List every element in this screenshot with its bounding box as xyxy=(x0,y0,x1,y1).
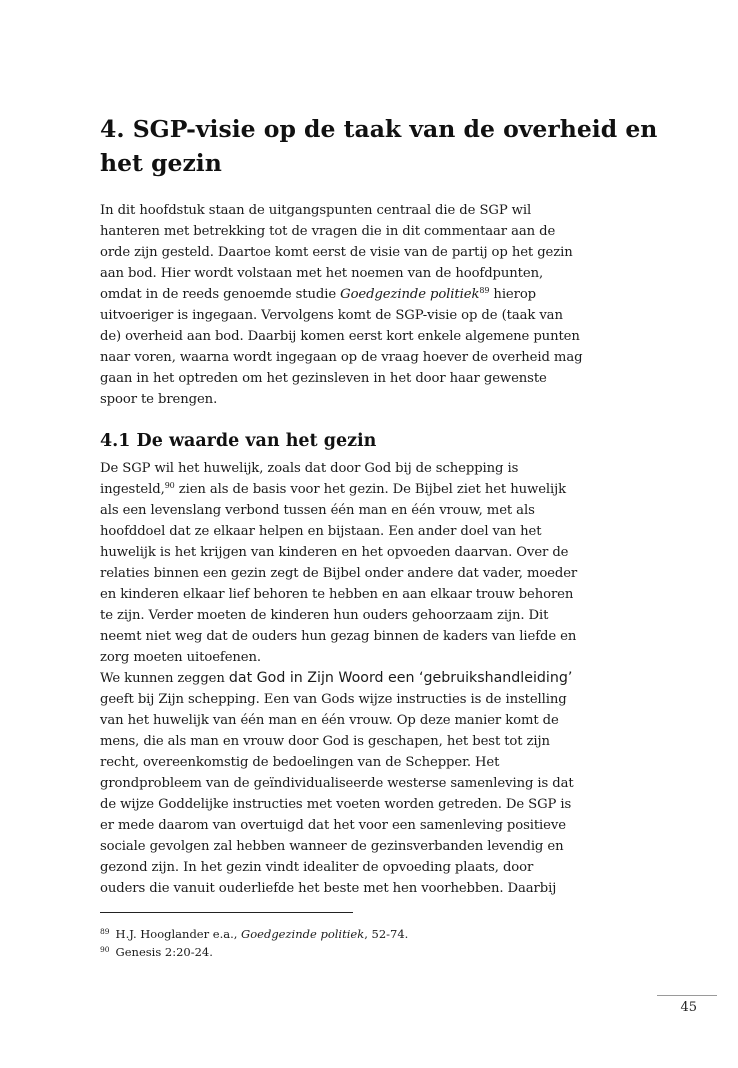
footnote-text: , 52-74. xyxy=(364,927,409,941)
text-run: We kunnen zeggen xyxy=(100,671,229,686)
text-line: huwelijk is het krijgen van kinderen en het opvoeden daarvan. Over de xyxy=(100,545,569,560)
text-line: zorg moeten uitoefenen. xyxy=(100,650,261,665)
footnote-ref[interactable]: 89 xyxy=(479,286,490,295)
text-line: naar voren, waarna wordt ingegaan op de vraag hoever de overheid mag xyxy=(100,350,583,365)
chapter-title: 4. SGP-visie op de taak van de overheid en het gezin xyxy=(100,115,658,177)
text-run: hierop xyxy=(489,287,537,302)
footnote xyxy=(100,926,408,942)
footnote xyxy=(100,944,213,960)
text-line: hoofddoel dat ze elkaar helpen en bijstaan. Een ander doel van het xyxy=(100,524,542,539)
text-line: neemt niet weg dat de ouders hun gezag binnen de kaders van liefde en xyxy=(100,629,577,644)
footnote-number: 90 xyxy=(100,945,110,954)
text-line: orde zijn gesteld. Daartoe komt eerst de visie van de partij op het gezin xyxy=(100,245,573,260)
text-line: relaties binnen een gezin zegt de Bijbel onder andere dat vader, moeder xyxy=(100,566,578,581)
text-line xyxy=(100,668,572,689)
text-line: te zijn. Verder moeten de kinderen hun ouders gehoorzaam zijn. Dit xyxy=(100,608,549,623)
text-line: er mede daarom van overtuigd dat het voor een samenleving positieve xyxy=(100,818,566,833)
text-line: hanteren met betrekking tot de vragen die in dit commentaar aan de xyxy=(100,224,556,239)
text-line xyxy=(100,284,536,305)
text-line: en kinderen elkaar lief behoren te hebben en aan elkaar trouw behoren xyxy=(100,587,574,602)
footnote-number: 89 xyxy=(100,927,110,936)
text-line: van het huwelijk van één man en één vrouw. Op deze manier komt de xyxy=(100,713,559,728)
text-run: omdat in de reeds genoemde studie xyxy=(100,287,341,302)
text-line: de wijze Goddelijke instructies met voeten worden getreden. De SGP is xyxy=(100,797,572,812)
text-line: gaan in het optreden om het gezinsleven in het door haar gewenste xyxy=(100,371,547,386)
text-line xyxy=(100,479,566,500)
text-line: De SGP wil het huwelijk, zoals dat door God bij de schepping is xyxy=(100,461,519,476)
section-heading: 4.1 De waarde van het gezin xyxy=(100,431,377,451)
footnote-text: H.J. Hooglander e.a., xyxy=(115,927,242,941)
text-run: ingesteld, xyxy=(100,482,165,497)
text-line: gezond zijn. In het gezin vindt idealiter de opvoeding plaats, door xyxy=(100,860,534,875)
text-line: grondprobleem van de geïndividualiseerde westerse samenleving is dat xyxy=(100,776,574,791)
text-line: aan bod. Hier wordt volstaan met het noemen van de hoofdpunten, xyxy=(100,266,544,281)
text-line: mens, die als man en vrouw door God is geschapen, het best tot zijn xyxy=(100,734,550,749)
page-number-rule xyxy=(657,995,717,996)
text-line: uitvoeriger is ingegaan. Vervolgens komt de SGP-visie op de (taak van xyxy=(100,308,563,323)
text-line: ouders die vanuit ouderliefde het beste met hen voorhebben. Daarbij xyxy=(100,881,557,896)
footnote-ref[interactable]: 90 xyxy=(164,481,175,490)
text-line: als een levenslang verbond tussen één man en één vrouw, met als xyxy=(100,503,535,518)
book-title: Goedgezinde politiek xyxy=(340,287,480,302)
text-line: de) overheid aan bod. Daarbij komen eerst kort enkele algemene punten xyxy=(100,329,580,344)
page-number: 45 xyxy=(680,1000,697,1015)
footnote-text: Genesis 2:20-24. xyxy=(115,945,213,959)
text-line: geeft bij Zijn schepping. Een van Gods wijze instructies is de instelling xyxy=(100,692,567,707)
text-line: recht, overeenkomstig de bedoelingen van de Schepper. Het xyxy=(100,755,500,770)
text-line: spoor te brengen. xyxy=(100,392,218,407)
text-line: In dit hoofdstuk staan de uitgangspunten centraal die de SGP wil xyxy=(100,203,532,218)
footnote-divider xyxy=(100,912,353,913)
text-run: zien als de basis voor het gezin. De Bijbel ziet het huwelijk xyxy=(174,482,567,497)
book-title: Goedgezinde politiek xyxy=(241,927,365,941)
text-run-alt-font: dat God in Zijn Woord een ‘gebruikshandleiding’ xyxy=(228,670,573,686)
text-line: sociale gevolgen zal hebben wanneer de gezinsverbanden levendig en xyxy=(100,839,564,854)
